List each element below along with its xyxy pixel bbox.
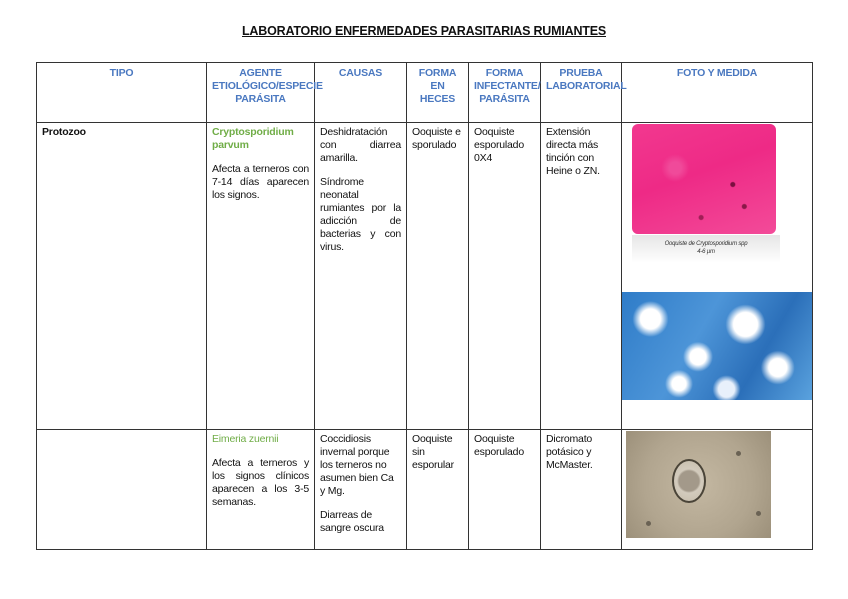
forma-infectante-text: Ooquiste esporulado <box>474 433 524 458</box>
header-tipo: TIPO <box>37 63 207 123</box>
table-row <box>37 430 813 550</box>
prueba-text: Dicromato potásico y McMaster. <box>546 433 593 471</box>
stained-smear-photo <box>622 292 812 400</box>
row-causas <box>315 123 407 430</box>
species-name: Eimeria zuernii <box>212 433 279 445</box>
photo-measure: 4-6 µm <box>697 249 715 255</box>
species-name: Cryptosporidium parvum <box>212 126 294 151</box>
header-forma-infectante: FORMA INFECTANTE/ PARÁSITA <box>469 63 541 123</box>
row-prueba <box>541 430 622 550</box>
species-note: Afecta a terneros y los signos clínicos aparecen a los 3-5 semanas. <box>212 457 309 508</box>
header-foto: FOTO Y MEDIDA <box>622 63 813 123</box>
row-photos <box>622 430 813 550</box>
row-agente <box>207 430 315 550</box>
tipo-label: Protozoo <box>42 126 86 138</box>
row-causas <box>315 430 407 550</box>
parasites-table <box>36 62 813 550</box>
debris-dot <box>646 521 651 526</box>
species-note: Afecta a terneros con 7-14 días aparecen los signos. <box>212 163 309 201</box>
eimeria-oocyst-photo <box>626 431 771 538</box>
row-forma-heces <box>407 123 469 430</box>
debris-dot <box>756 511 761 516</box>
prueba-text: Extensión directa más tinción con Heine o ZN. <box>546 126 600 177</box>
photo-caption-box <box>632 235 780 263</box>
row-forma-heces <box>407 430 469 550</box>
forma-heces-text: Ooquiste esporulado <box>412 126 461 151</box>
row-photos <box>622 123 813 430</box>
header-forma-heces: FORMA EN HECES <box>407 63 469 123</box>
causas-text-2: Síndrome neonatal rumiantes por la adicción de bacterias y con virus. <box>320 176 401 253</box>
cryptosporidium-photo <box>632 124 776 234</box>
row-prueba <box>541 123 622 430</box>
header-row <box>37 63 813 123</box>
oocyst-shape <box>672 459 706 503</box>
table-row <box>37 123 813 430</box>
row-forma-infectante <box>469 430 541 550</box>
document-title: LABORATORIO ENFERMEDADES PARASITARIAS RUMIANTES <box>242 24 606 38</box>
causas-text-1: Deshidratación con diarrea amarilla. <box>320 126 401 164</box>
row-agente <box>207 123 315 430</box>
header-prueba: PRUEBA LABORATORIAL <box>541 63 622 123</box>
row-forma-infectante <box>469 123 541 430</box>
row-tipo <box>37 123 207 430</box>
photo-caption: Ooquiste de Cryptosporidium spp <box>664 241 748 247</box>
header-agente: AGENTE ETIOLÓGICO/ESPECIE PARÁSITA <box>207 63 315 123</box>
debris-dot <box>736 451 741 456</box>
causas-text-2: Diarreas de sangre oscura <box>320 509 384 534</box>
row-tipo <box>37 430 207 550</box>
forma-heces-text: Ooquiste sin esporular <box>412 433 454 471</box>
causas-text-1: Coccidiosis invernal porque los terneros no asumen bien Ca y Mg. <box>320 433 394 497</box>
forma-infectante-text: Ooquiste esporulado 0X4 <box>474 126 524 164</box>
header-causas: CAUSAS <box>315 63 407 123</box>
